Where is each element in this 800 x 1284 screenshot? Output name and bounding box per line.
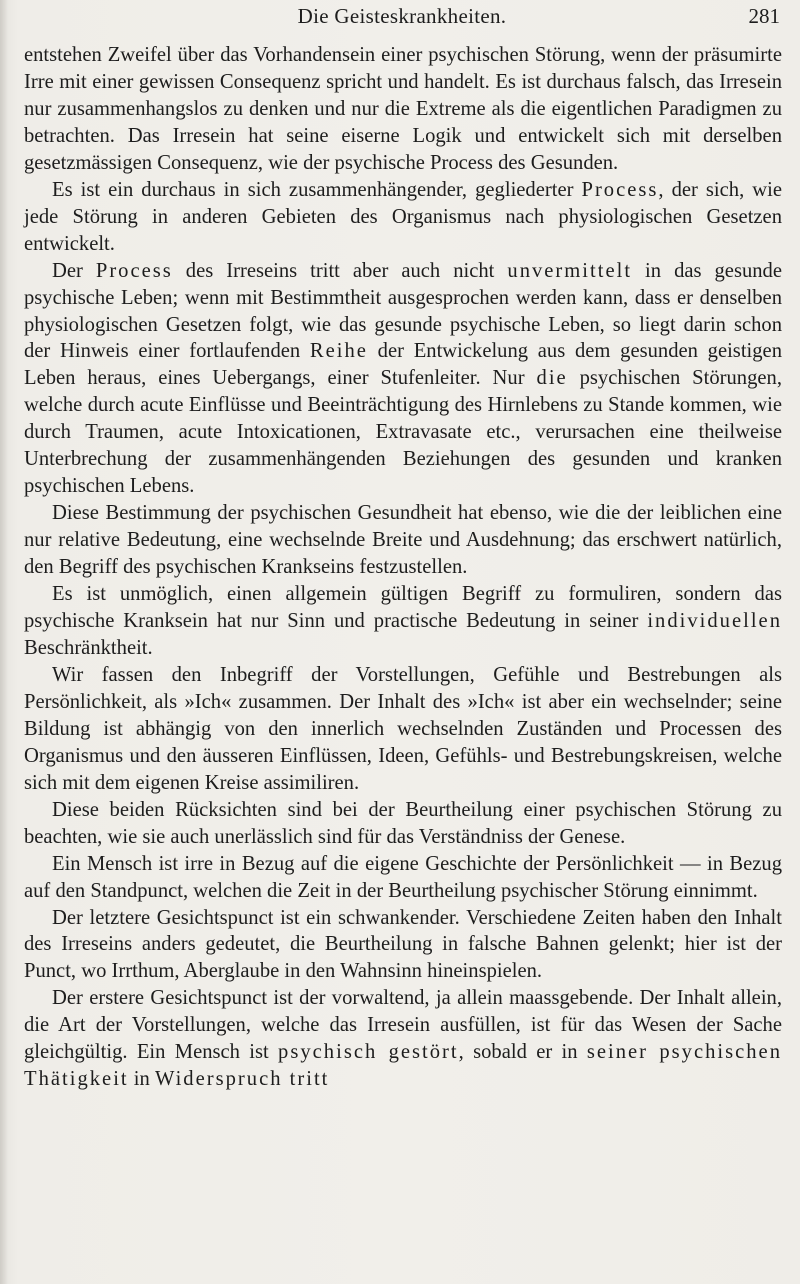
text-segment: psychischen Störungen, welche durch acute Einflüsse und Beeinträchtigung des Hirnlebens zu Stande kommen, wie durch Traumen, acute Intoxicationen, Extravasate etc., verursachen eine theilweise Unterbrechung der zusammenhängenden Beziehungen des gesunden und kranken psychischen Lebens. — [24, 367, 782, 498]
emphasized-text: psychisch gestört — [278, 1041, 459, 1064]
paragraph — [24, 177, 782, 258]
paragraph — [24, 581, 782, 662]
emphasized-text: die — [536, 367, 568, 390]
paragraph — [24, 851, 782, 905]
paragraph — [24, 797, 782, 851]
emphasized-text: Process — [581, 178, 659, 201]
emphasized-text: unvermittelt — [507, 259, 633, 282]
paragraph — [24, 500, 782, 581]
page-gutter-shadow — [0, 0, 8, 1284]
paragraph — [24, 42, 782, 177]
paragraph — [24, 662, 782, 797]
emphasized-text: individuellen — [647, 610, 782, 633]
paragraph — [24, 985, 782, 1093]
text-segment: in — [128, 1068, 155, 1091]
text-segment: Diese Bestimmung der psychischen Gesundheit hat ebenso, wie die der leiblichen eine nur relative Bedeutung, eine wechselnde Breite und Ausdehnung; das erschwert natürlich, den Begriff des psychischen Krankseins festzustellen. — [24, 502, 782, 579]
emphasized-text: Reihe — [309, 340, 368, 363]
text-segment: Der erstere Gesichtspunct ist der vorwaltend, ja allein maassgebende. Der Inhalt allein, die Art der Vorstellungen, welche das Irresein ausfüllen, ist für das Wesen der Sache gleichgültig. Ein Mensch ist — [24, 987, 782, 1064]
paragraph — [24, 905, 782, 986]
page-header — [24, 4, 780, 38]
text-segment: Ein Mensch ist irre in Bezug auf die eigene Geschichte der Persönlichkeit — in Bezug auf den Standpunct, welchen die Zeit in der Beurtheilung psychischer Störung einnimmt. — [24, 852, 782, 902]
emphasized-text: seiner psychischen Thätigkeit — [24, 1041, 782, 1091]
text-segment: , sobald er in — [458, 1041, 587, 1064]
body-text — [24, 42, 782, 1093]
text-segment: Der letztere Gesichtspunct ist ein schwankender. Verschiedene Zeiten haben den Inhalt des Irreseins anders gedeutet, die Beurtheilung in falsche Bahnen gelenkt; hier ist der Punct, wo Irrthum, Aberglaube in den Wahnsinn hineinspielen. — [24, 906, 782, 983]
text-segment: entstehen Zweifel über das Vorhandensein einer psychischen Störung, wenn der präsumirte Irre mit einer gewissen Consequenz spricht und handelt. Es ist durchaus falsch, das Irresein nur zusammenhangslos zu denken und nur die Extreme als die eigentlichen Paradigmen zu betrachten. Das Irresein hat seine eiserne Logik und entwickelt sich mit derselben gesetzmässigen Consequenz, wie der psychische Process des Gesunden. — [24, 44, 782, 174]
emphasized-text: Process — [95, 259, 173, 282]
text-segment: Der — [52, 259, 96, 282]
emphasized-text: Widerspruch tritt — [154, 1068, 330, 1091]
text-segment: , der sich, wie jede Störung in anderen Gebieten des Organismus nach physiologischen Gesetzen entwickelt. — [24, 178, 782, 255]
paragraph — [24, 258, 782, 501]
running-head: Die Geisteskrankheiten. — [297, 4, 507, 28]
text-segment: Wir fassen den Inbegriff der Vorstellungen, Gefühle und Bestrebungen als Persönlichkeit, als »Ich« zusammen. Der Inhalt des »Ich« ist aber ein wechselnder; seine Bildung ist abhängig von den innerlich wechselnden Zuständen und Processen des Organismus und den äusseren Einflüssen, Ideen, Gefühls- und Bestrebungskreisen, welche sich mit dem eigenen Kreise assimiliren. — [24, 663, 782, 794]
text-segment: der Entwickelung aus dem gesunden geistigen Leben heraus, eines Uebergangs, einer Stufenleiter. Nur — [24, 340, 782, 390]
text-segment: in das gesunde psychische Leben; wenn mit Bestimmtheit ausgesprochen werden kann, dass er denselben physiologischen Gesetzen folgt, wie das gesunde psychische Leben, so liegt darin schon der Hinweis einer fortlaufenden — [24, 259, 782, 363]
page-number: 281 — [748, 4, 780, 28]
text-segment: Beschränktheit. — [24, 636, 153, 659]
text-segment: Es ist unmöglich, einen allgemein gültigen Begriff zu formuliren, sondern das psychische Kranksein hat nur Sinn und practische Bedeutung in seiner — [24, 583, 782, 633]
text-segment: des Irreseins tritt aber auch nicht — [172, 259, 508, 282]
text-segment: Diese beiden Rücksichten sind bei der Beurtheilung einer psychischen Störung zu beachten, wie sie auch unerlässlich sind für das Verständniss der Genese. — [24, 798, 782, 848]
text-segment: Es ist ein durchaus in sich zusammenhängender, gegliederter — [52, 178, 582, 201]
